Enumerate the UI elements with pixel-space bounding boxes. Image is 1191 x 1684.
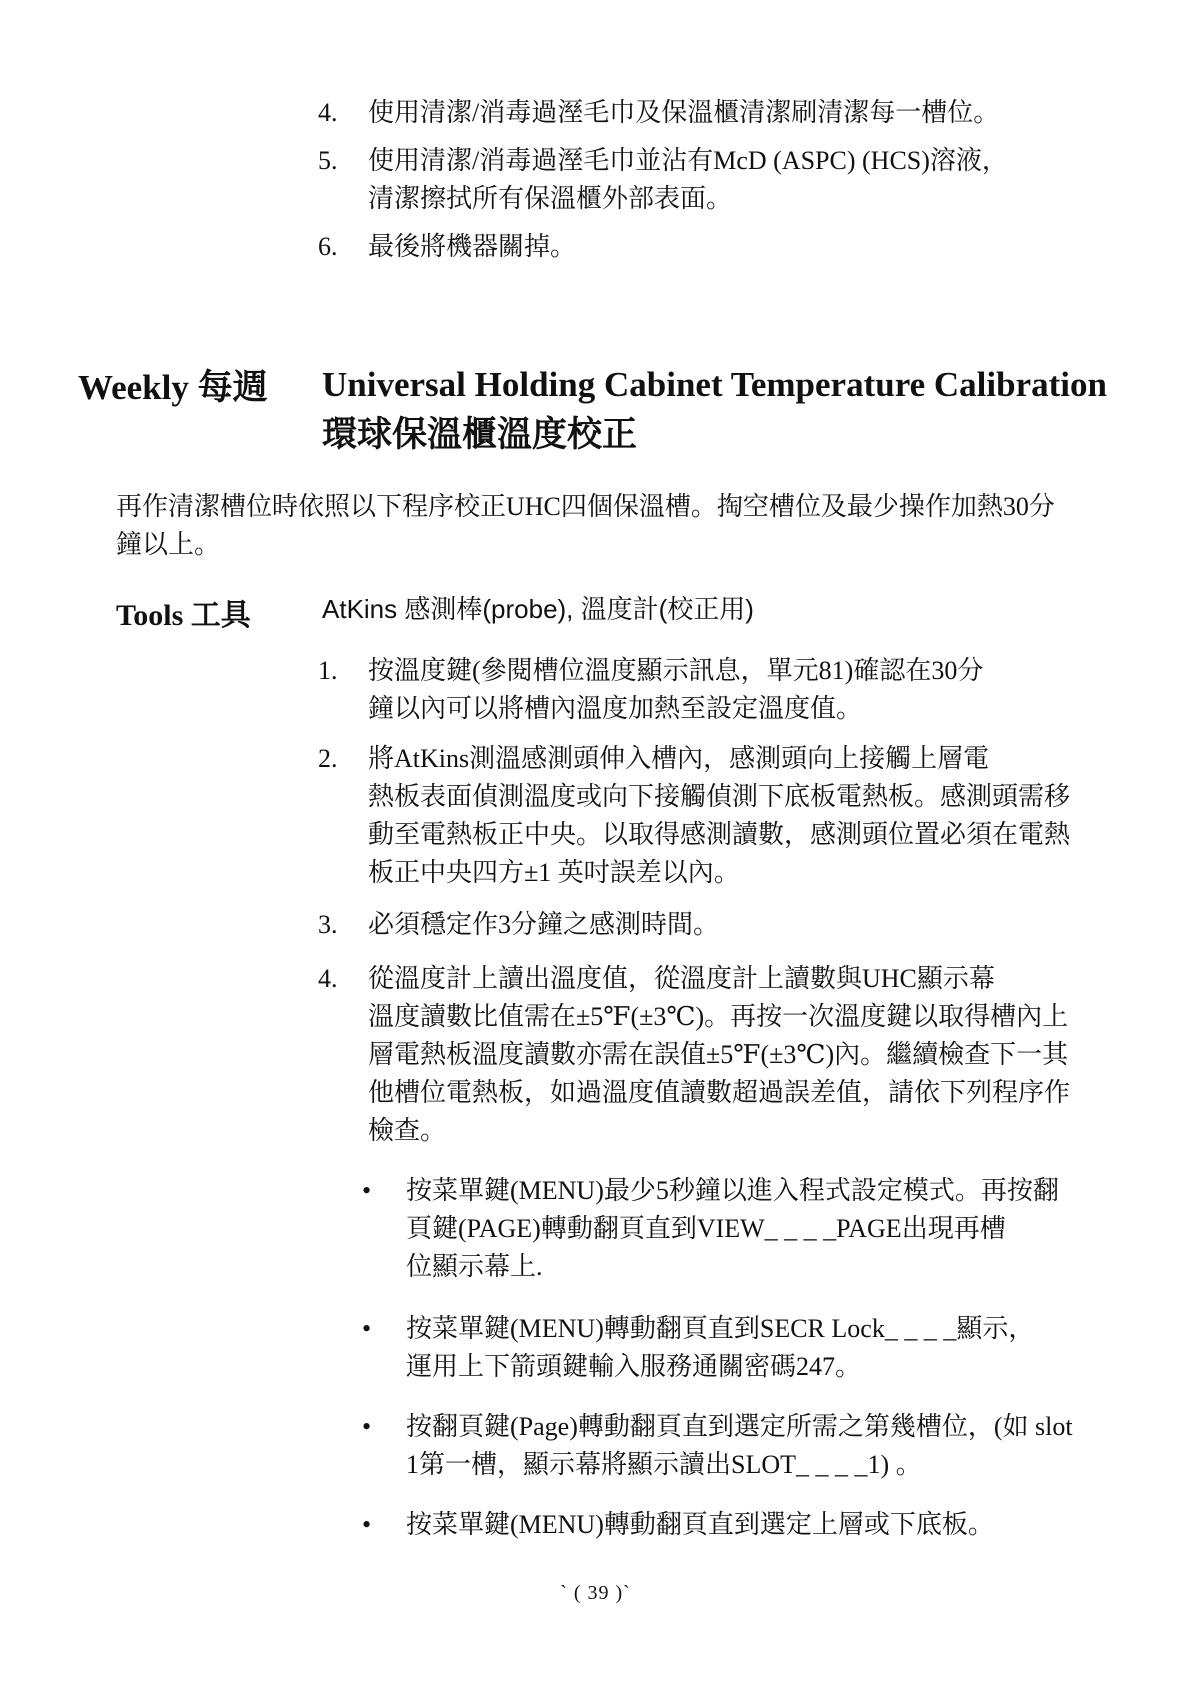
section-title-english: Universal Holding Cabinet Temperature Calibration [322,365,1107,404]
tools-text: AtKins 感測棒(probe), 溫度計(校正用) [322,594,754,624]
step-text: 檢查。 [368,1116,447,1145]
step-number: 4. [318,964,338,993]
section-title [322,360,1162,460]
step-text: 板正中央四方±1 英吋誤差以內。 [368,858,740,887]
bullet-text: 按菜單鍵(MENU)轉動翻頁直到SECR Lock_ _ _ _顯示， [406,1314,1035,1343]
step-text: 他槽位電熱板，如過溫度值讀數超過誤差值，請依下列程序作 [368,1078,1071,1107]
intro-line: 再作清潔槽位時依照以下程序校正UHC四個保溫槽。掏空槽位及最少操作加熱30分 [116,492,1055,521]
step-text: 熱板表面偵測溫度或向下接觸偵測下底板電熱板。感測頭需移 [368,782,1071,811]
page-number: ` ( 39 )` [560,1582,631,1604]
bullet-icon: • [362,1510,372,1539]
step-number: 5. [318,146,338,175]
step-text: 從溫度計上讀出溫度值，從溫度計上讀數與UHC顯示幕 [368,964,995,993]
step-text: 必須穩定作3分鐘之感測時間。 [368,910,720,939]
bullet-text: 頁鍵(PAGE)轉動翻頁直到VIEW_ _ _ _PAGE出現再槽 [406,1214,1006,1243]
bullet-text: 按菜單鍵(MENU)最少5秒鐘以進入程式設定模式。再按翻 [406,1176,1059,1205]
step-text: 溫度讀數比值需在±5℉(±3℃)。再按一次溫度鍵以取得槽內上 [368,1002,1069,1031]
tools-label: Tools 工具 [116,599,251,632]
bullet-text: 1第一槽，顯示幕將顯示讀出SLOT_ _ _ _1) 。 [406,1450,922,1479]
step-text: 層電熱板溫度讀數亦需在誤值±5℉(±3℃)內。繼續檢查下一其 [368,1040,1069,1069]
bullet-icon: • [362,1314,372,1343]
bullet-icon: • [362,1176,372,1205]
step-number: 4. [318,98,338,127]
step-text: 清潔擦拭所有保溫櫃外部表面。 [368,184,733,213]
intro-paragraph [116,488,1136,564]
bullet-text: 按翻頁鍵(Page)轉動翻頁直到選定所需之第幾槽位，(如 slot [406,1412,1073,1441]
bullet-icon: • [362,1412,372,1441]
step-number: 1. [318,656,338,685]
step-text: 使用清潔/消毒過溼毛巾並沾有McD (ASPC) (HCS)溶液， [368,146,1008,175]
intro-line: 鐘以上。 [116,530,221,559]
section-title-chinese: 環球保溫櫃溫度校正 [322,415,638,454]
bullet-text: 運用上下箭頭鍵輸入服務通關密碼247。 [406,1352,862,1381]
step-text: 按溫度鍵(參閱槽位溫度顯示訊息，單元81)確認在30分 [368,656,984,685]
step-text: 鐘以內可以將槽內溫度加熱至設定溫度值。 [368,694,863,723]
step-text: 將AtKins測溫感測頭伸入槽內，感測頭向上接觸上層電 [368,744,990,773]
step-text: 使用清潔/消毒過溼毛巾及保溫櫃清潔刷清潔每一槽位。 [368,98,1000,127]
bullet-text: 按菜單鍵(MENU)轉動翻頁直到選定上層或下底板。 [406,1510,994,1539]
step-text: 最後將機器關掉。 [368,232,577,261]
bullet-text: 位顯示幕上. [406,1252,543,1281]
section-label: Weekly 每週 [78,368,268,407]
step-text: 動至電熱板正中央。以取得感測讀數，感測頭位置必須在電熱 [368,820,1071,849]
step-number: 3. [318,910,338,939]
step-number: 6. [318,232,338,261]
step-number: 2. [318,744,338,773]
